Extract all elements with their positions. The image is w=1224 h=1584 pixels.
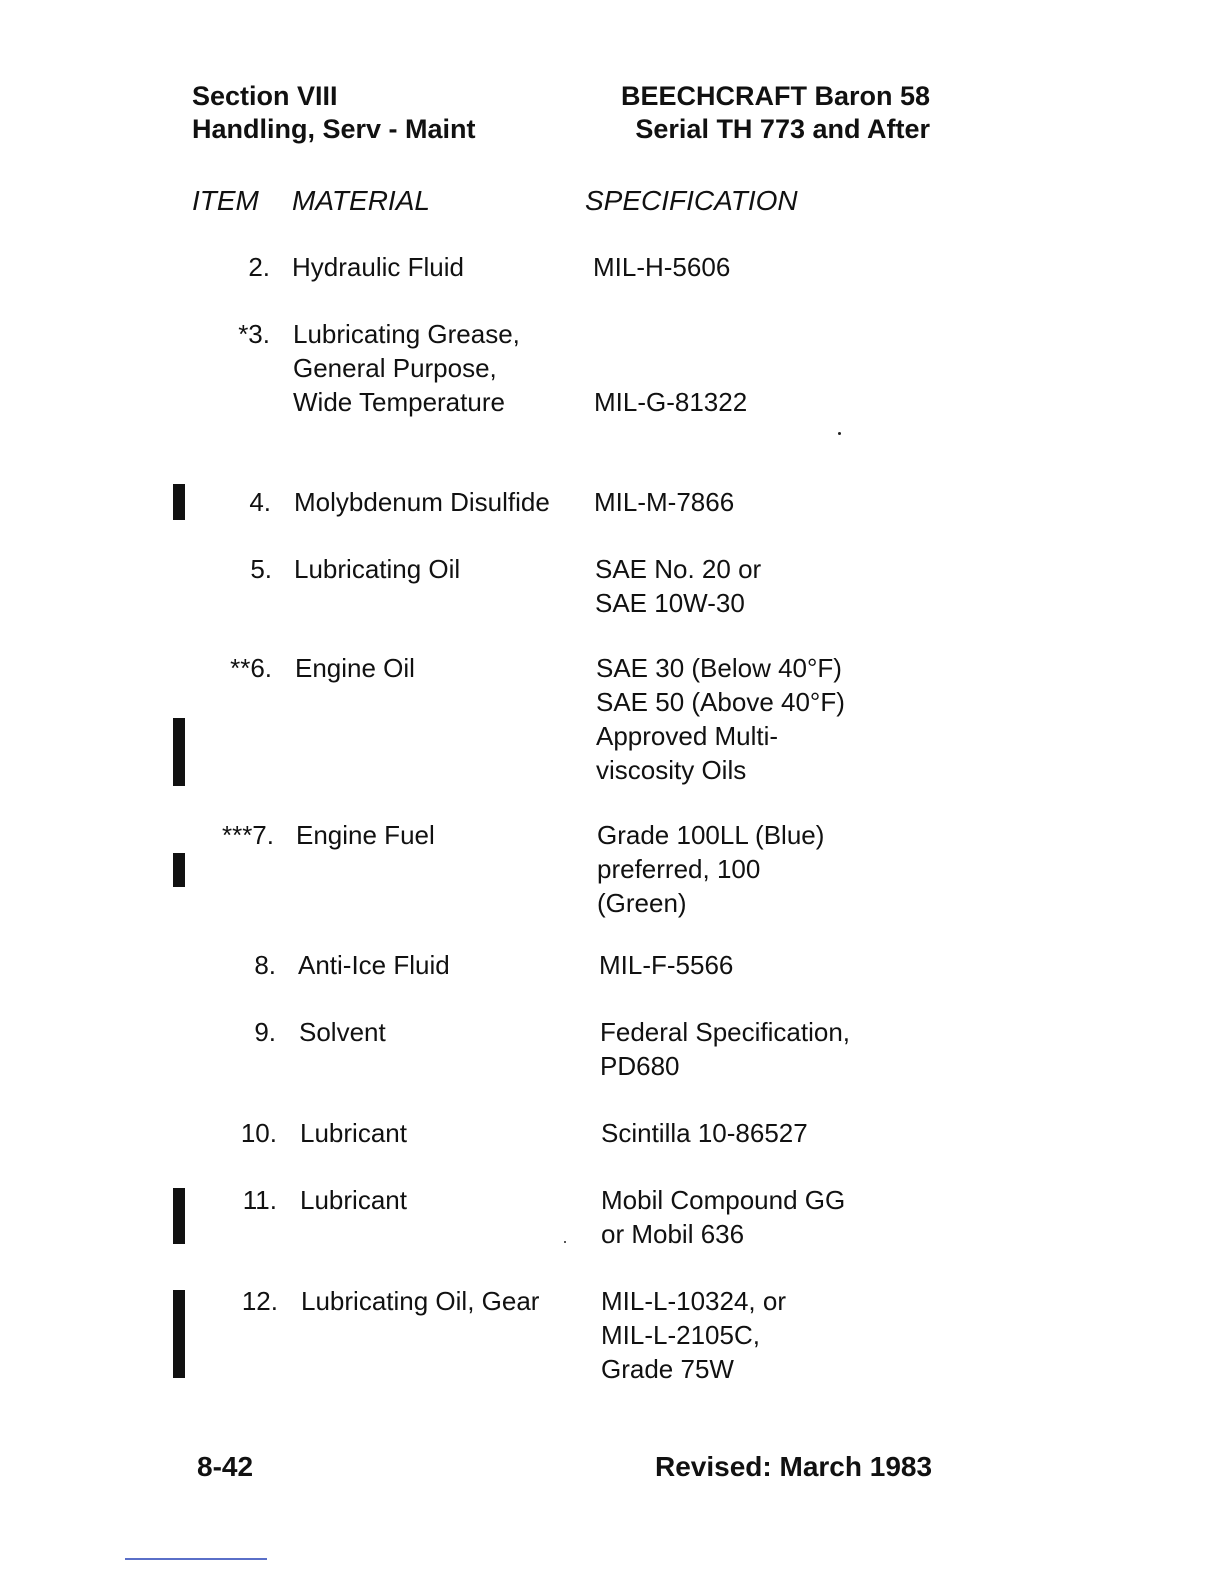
item-specification: SAE 30 (Below 40°F) SAE 50 (Above 40°F) Approved Multi- viscosity Oils: [596, 653, 845, 785]
column-heading-material: MATERIAL: [292, 185, 430, 216]
revision-bar: [173, 1188, 185, 1244]
item-specification: MIL-F-5566: [599, 950, 734, 980]
item-specification: MIL-H-5606: [593, 252, 731, 282]
item-specification: MIL-G-81322: [594, 387, 748, 417]
section-title: Section VIII: [192, 81, 338, 111]
item-material: Molybdenum Disulfide: [294, 487, 550, 517]
aircraft-header: [606, 80, 930, 146]
item-specification: Federal Specification, PD680: [600, 1017, 851, 1081]
item-material: Lubricating Oil: [294, 554, 461, 584]
item-number: 12.: [241, 1286, 278, 1316]
revision-date: Revised: March 1983: [655, 1451, 933, 1482]
item-specification: MIL-L-10324, or MIL-L-2105C, Grade 75W: [601, 1286, 786, 1384]
item-material: Engine Fuel: [296, 820, 435, 850]
item-material: Lubricant: [300, 1185, 407, 1215]
scan-speck: [564, 1241, 566, 1243]
item-specification: SAE No. 20 or SAE 10W-30: [595, 554, 762, 618]
aircraft-serial: Serial TH 773 and After: [635, 114, 930, 144]
revision-bar: [173, 853, 185, 887]
item-specification: MIL-M-7866: [594, 487, 735, 517]
item-number: 9.: [254, 1017, 276, 1047]
revision-bar: [173, 718, 185, 786]
item-number: 5.: [250, 554, 272, 584]
item-material: Lubricant: [300, 1118, 407, 1148]
item-specification: Mobil Compound GG or Mobil 636: [601, 1185, 846, 1249]
item-number: *3.: [238, 319, 270, 349]
column-heading-specification: SPECIFICATION: [585, 185, 798, 216]
item-specification: Grade 100LL (Blue) preferred, 100 (Green): [597, 820, 825, 918]
item-number: 11.: [242, 1185, 277, 1215]
scan-speck: [838, 432, 841, 435]
item-material: Hydraulic Fluid: [292, 252, 464, 282]
page-number: 8-42: [197, 1451, 254, 1482]
item-number: ***7.: [221, 820, 274, 850]
item-material: Solvent: [299, 1017, 386, 1047]
item-number: **6.: [230, 653, 272, 683]
item-material: Anti-Ice Fluid: [298, 950, 450, 980]
item-number: 4.: [249, 487, 271, 517]
aircraft-model: BEECHCRAFT Baron 58: [620, 81, 930, 111]
item-specification: Scintilla 10-86527: [601, 1118, 808, 1148]
item-material: Lubricating Grease, General Purpose, Wide Temperature: [293, 319, 520, 417]
column-heading-item: ITEM: [192, 185, 259, 216]
section-header: [192, 80, 476, 146]
item-number: 8.: [254, 950, 276, 980]
bottom-rule: [125, 1558, 267, 1560]
revision-bar: [173, 1290, 185, 1378]
revision-bar: [173, 484, 185, 520]
item-number: 10.: [240, 1118, 277, 1148]
item-material: Engine Oil: [295, 653, 415, 683]
item-material: Lubricating Oil, Gear: [301, 1286, 540, 1316]
section-subtitle: Handling, Serv - Maint: [192, 114, 476, 144]
item-number: 2.: [248, 252, 270, 282]
